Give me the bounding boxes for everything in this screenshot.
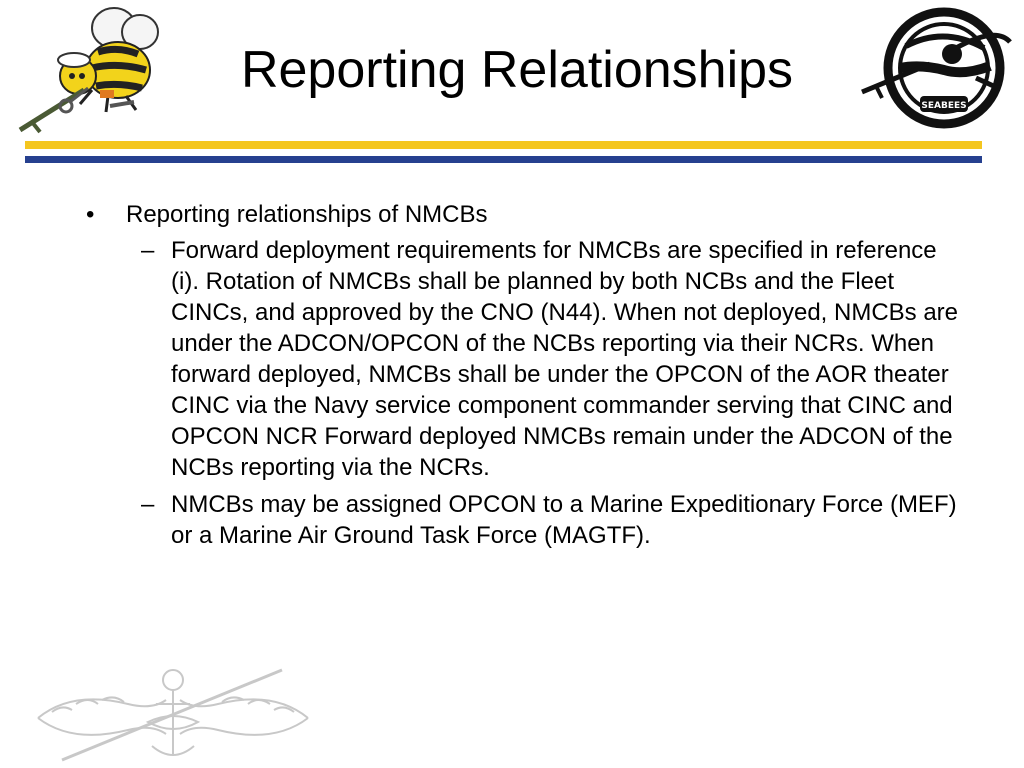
sub-bullet-text: Forward deployment requirements for NMCBs are specified in reference (i). Rotation of NMCBs shall be planned by both NCBs and the Fleet CINCs, and approved by the CNO (N44). When not deployed, NMCBs are under the ADCON/OPCON of the NCBs reporting via their NCRs. When forward deployed, NMCBs shall be under the OPCON of the AOR theater CINC via the Navy service component commander serving that CINC and OPCON NCR Forward deployed NMCBs remain under the ADCON of the NCBs reporting via the NCRs. — [171, 237, 959, 481]
emblem-text: SEABEES — [921, 101, 967, 111]
slide-title: Reporting Relationships — [240, 41, 794, 99]
header-stripe-gold — [25, 141, 982, 149]
header-stripe-navy — [25, 156, 982, 163]
sub-bullet-marine-opcon — [84, 489, 964, 551]
bullet-reporting-relationships — [84, 199, 964, 230]
bullet-text: Reporting relationships of NMCBs — [126, 201, 488, 228]
sub-bullet-forward-deployment — [84, 235, 964, 483]
seabees-emblem-icon — [860, 6, 1022, 132]
sub-bullet-text: NMCBs may be assigned OPCON to a Marine Expeditionary Force (MEF) or a Marine Air Ground Task Force (MAGTF). — [171, 491, 957, 549]
seabee-combat-warfare-insignia-icon — [32, 660, 314, 766]
sub-bullet-marker: – — [141, 237, 155, 264]
slide-body — [84, 199, 964, 557]
sub-bullet-marker: – — [141, 491, 155, 518]
bullet-marker: • — [86, 201, 95, 228]
